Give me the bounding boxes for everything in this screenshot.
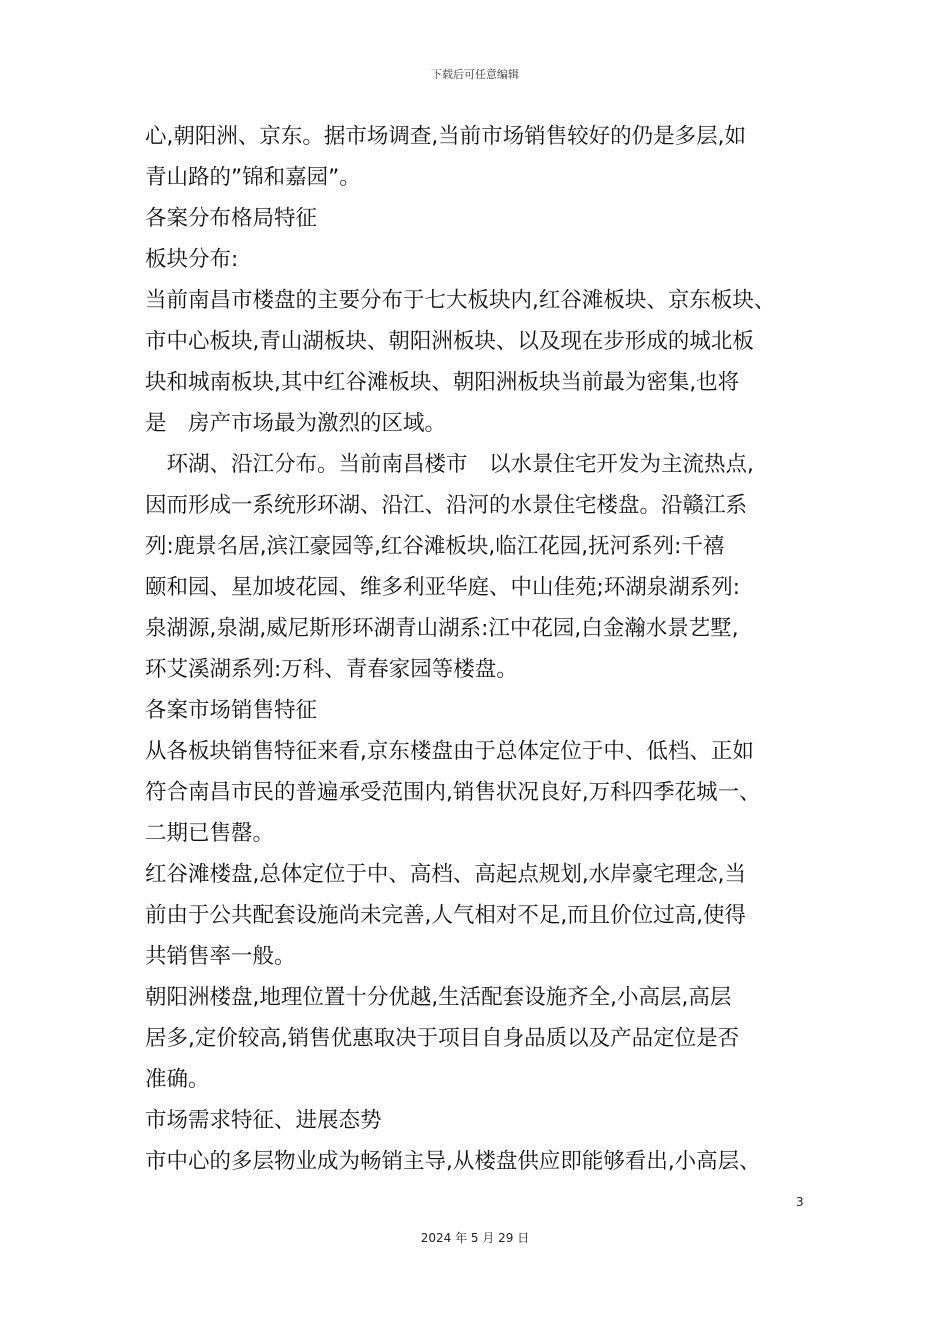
subsection-heading: 板块分布: — [145, 247, 239, 272]
text-line: 颐和园、星加坡花园、维多利亚华庭、中山佳苑;环湖泉湖系列: — [145, 575, 740, 600]
text-line: 环湖、沿江分布。当前南昌楼市 以水景住宅开发为主流热点, — [145, 452, 754, 477]
text-line: 心,朝阳洲、京东。据市场调查,当前市场销售较好的仍是多层,如 — [145, 124, 747, 149]
body-text — [145, 116, 825, 1182]
page-number: 3 — [796, 1195, 804, 1209]
text-line: 块和城南板块,其中红谷滩板块、朝阳洲板块当前最为密集,也将 — [145, 370, 740, 395]
page-header: 下载后可任意编辑 — [431, 68, 519, 81]
text-line: 共销售率一般。 — [145, 944, 296, 969]
text-line: 环艾溪湖系列:万科、青春家园等楼盘。 — [145, 657, 518, 682]
text-line: 从各板块销售特征来看,京东楼盘由于总体定位于中、低档、正如 — [145, 739, 754, 764]
section-heading: 市场需求特征、进展态势 — [145, 1108, 382, 1133]
text-line: 是 房产市场最为激烈的区域。 — [145, 411, 447, 436]
section-heading: 各案分布格局特征 — [145, 206, 318, 231]
text-line: 居多,定价较高,销售优惠取决于项目自身品质以及产品定位是否 — [145, 1026, 740, 1051]
text-line: 符合南昌市民的普遍承受范围内,销售状况良好,万科四季花城一、 — [145, 780, 761, 805]
text-line: 红谷滩楼盘,总体定位于中、高档、高起点规划,水岸豪宅理念,当 — [145, 862, 747, 887]
text-line: 市中心板块,青山湖板块、朝阳洲板块、以及现在步形成的城北板 — [145, 329, 754, 354]
footer-date: 2024 年 5 月 29 日 — [420, 1231, 530, 1245]
text-line: 泉湖源,泉湖,威尼斯形环湖青山湖系:江中花园,白金瀚水景艺墅, — [145, 616, 739, 641]
text-line: 列:鹿景名居,滨江豪园等,红谷滩板块,临江花园,抚河系列:千禧 — [145, 534, 725, 559]
section-heading: 各案市场销售特征 — [145, 698, 318, 723]
text-line: 前由于公共配套设施尚未完善,人气相对不足,而且价位过高,使得 — [145, 903, 747, 928]
text-line: 市中心的多层物业成为畅销主导,从楼盘供应即能够看出,小高层、 — [145, 1149, 761, 1174]
text-line: 二期已售罄。 — [145, 821, 275, 846]
text-line: 青山路的”锦和嘉园”。 — [145, 165, 361, 190]
text-line: 当前南昌市楼盘的主要分布于七大板块内,红谷滩板块、京东板块、 — [145, 288, 776, 313]
text-line: 因而形成一系统形环湖、沿江、沿河的水景住宅楼盘。沿赣江系 — [145, 493, 748, 518]
text-line: 朝阳洲楼盘,地理位置十分优越,生活配套设施齐全,小高层,高层 — [145, 985, 732, 1010]
text-line: 准确。 — [145, 1067, 210, 1092]
